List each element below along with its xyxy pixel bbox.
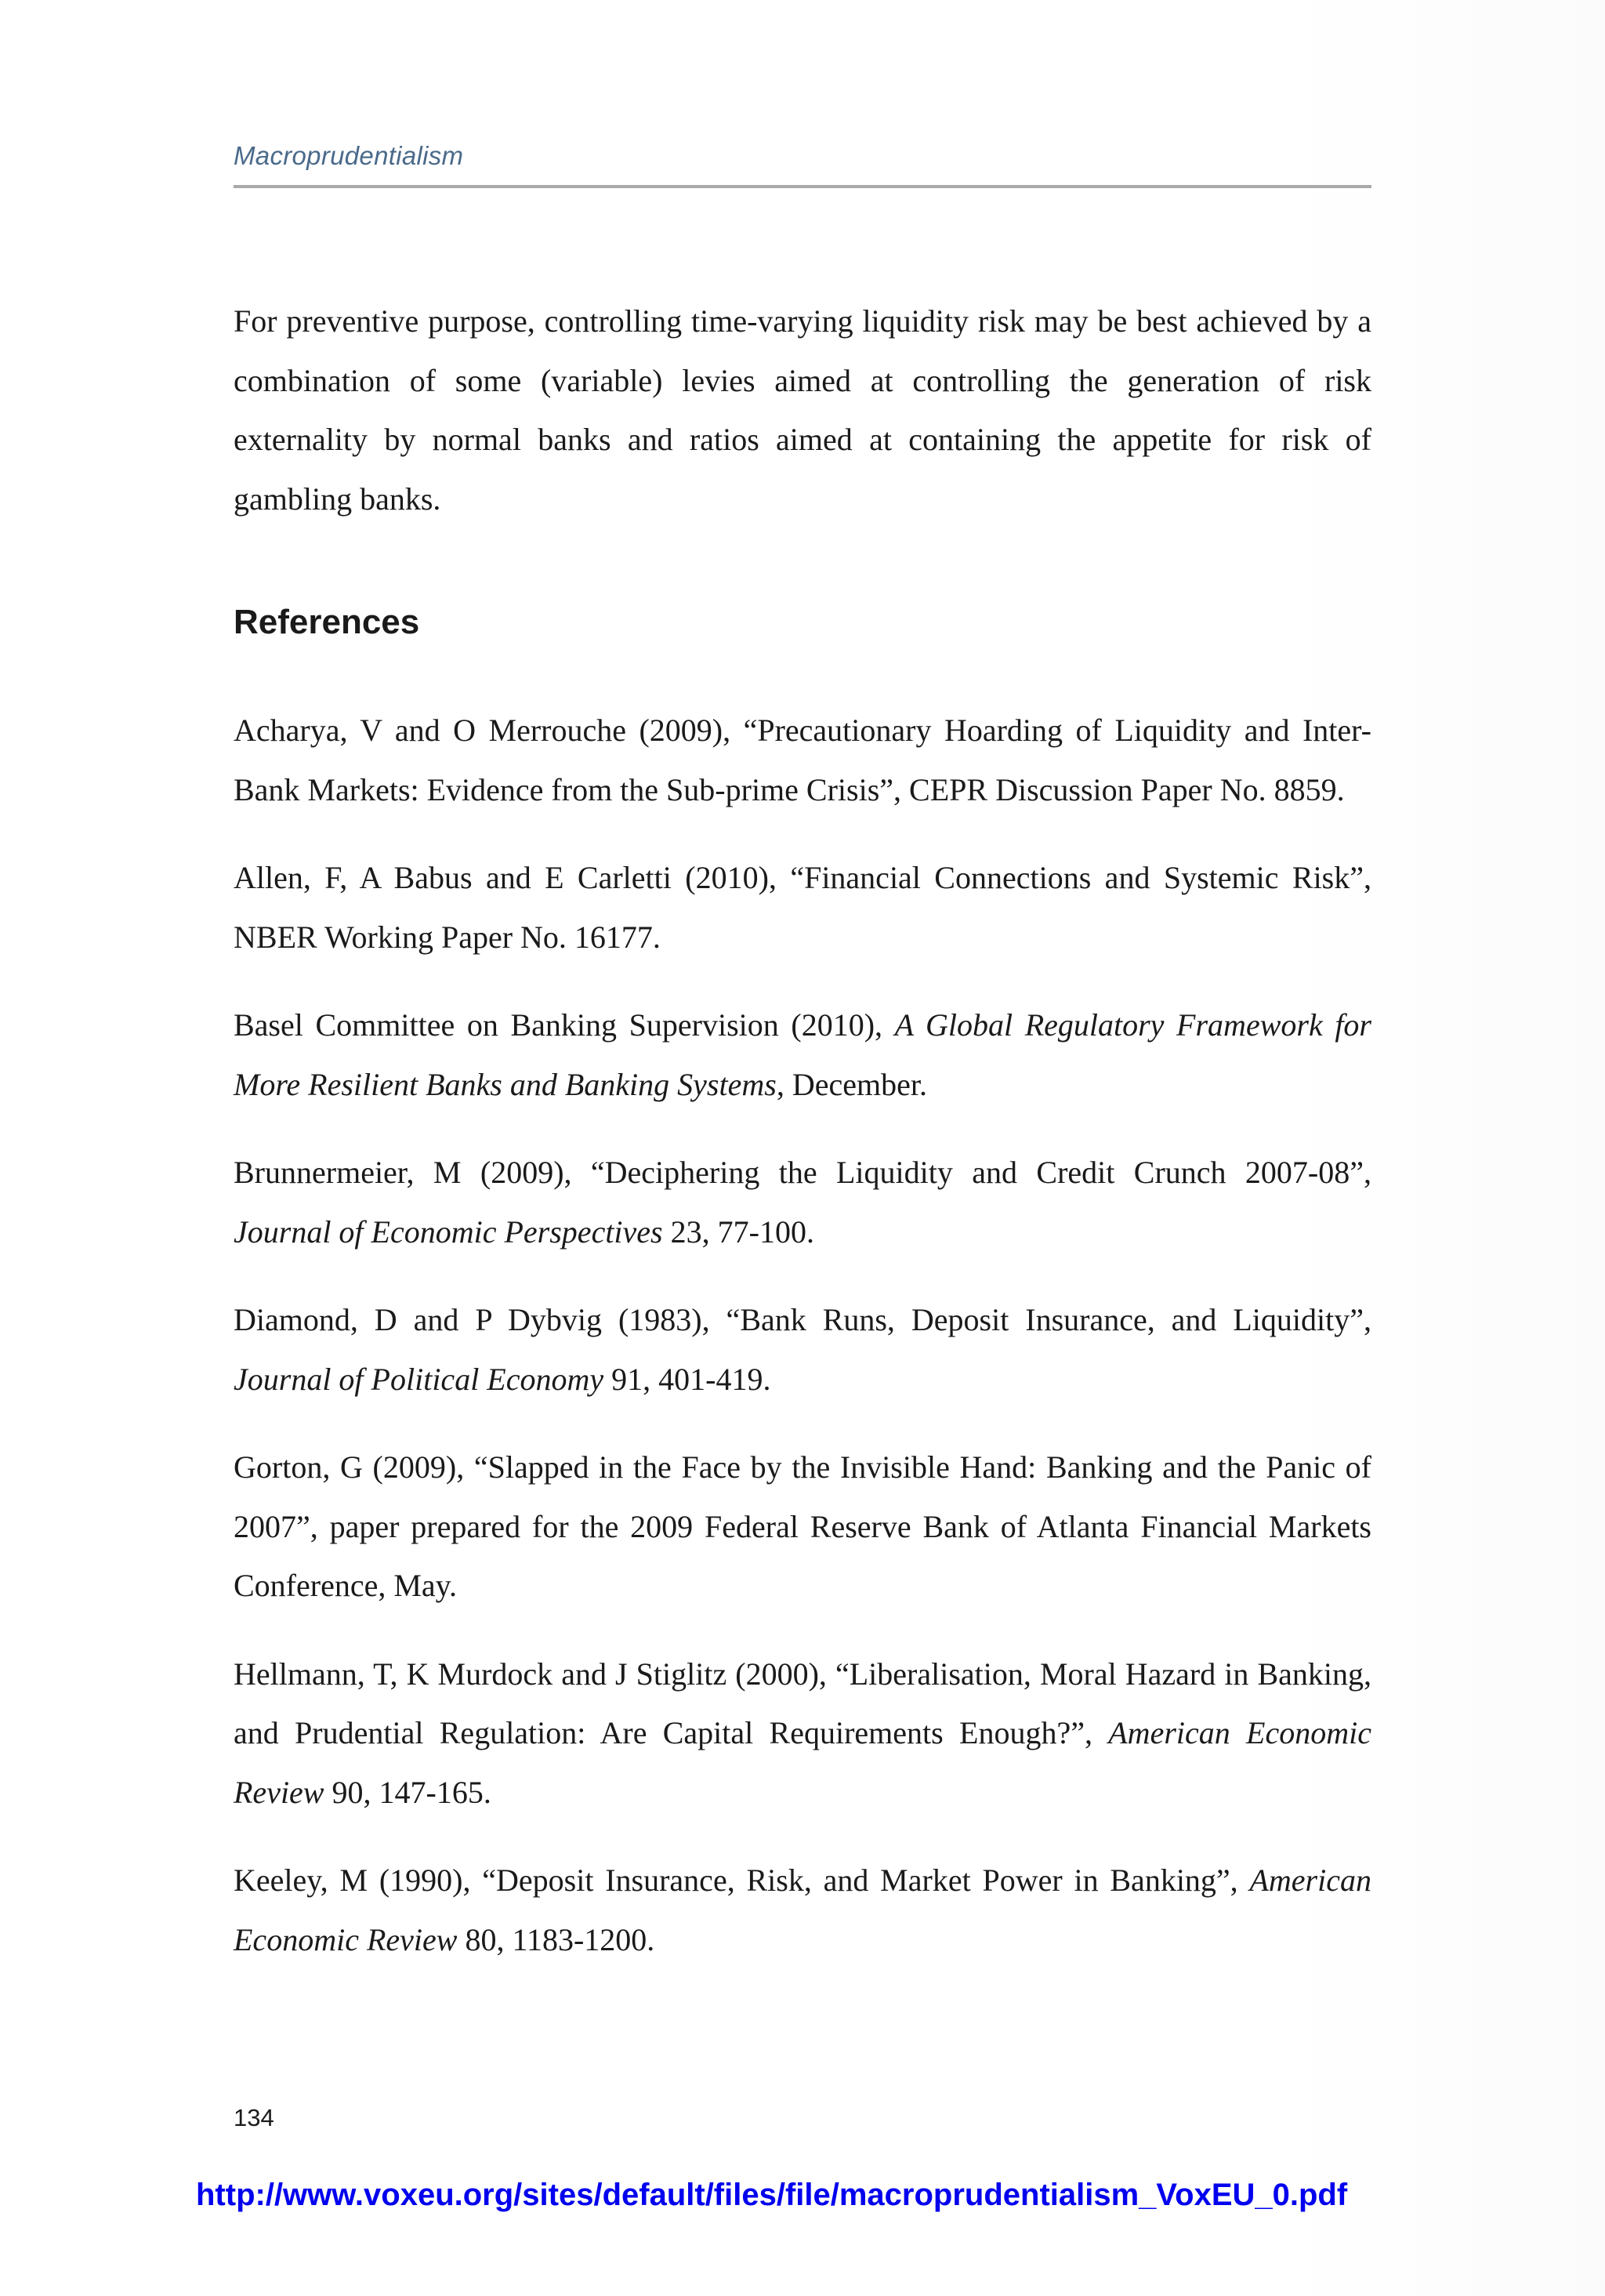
reference-item bbox=[234, 1645, 1371, 1823]
reference-text-tail: 80, 1183-1200. bbox=[457, 1921, 655, 1957]
reference-text: Allen, F, A Babus and E Carletti (2010), “Financial Connections and Systemic Risk”, NBER Working Paper No. 16177. bbox=[234, 860, 1371, 955]
reference-item bbox=[234, 1851, 1371, 1969]
reference-item bbox=[234, 701, 1371, 819]
reference-journal-italic: Journal of Economic Perspectives bbox=[234, 1213, 663, 1250]
reference-text: Gorton, G (2009), “Slapped in the Face by the Invisible Hand: Banking and the Panic of 2007”, paper prepared for the 2009 Federal Reserve Bank of Atlanta Financial Markets Conference, May. bbox=[234, 1449, 1371, 1603]
reference-journal-italic: Journal of Political Economy bbox=[234, 1361, 604, 1397]
reference-text: Basel Committee on Banking Supervision (2010), bbox=[234, 1007, 895, 1043]
reference-text: Hellmann, T, K Murdock and J Stiglitz (2000), “Liberalisation, Moral Hazard in Banking, and Prudential Regulation: Are Capital Requirements Enough?”, bbox=[234, 1656, 1371, 1750]
source-url-link[interactable]: http://www.voxeu.org/sites/default/files/file/macroprudentialism_VoxEU_0.pdf bbox=[196, 2178, 1348, 2212]
reference-title-italic: A Global Regulatory Framework for More Resilient Banks and Banking Systems bbox=[234, 1007, 1371, 1102]
reference-text-tail: , December. bbox=[776, 1066, 927, 1102]
intro-paragraph: For preventive purpose, controlling time-varying liquidity risk may be best achieved by a combination of some (variable) levies aimed at controlling the generation of risk externality by normal banks and ratios aimed at containing the appetite for risk of gambling banks. bbox=[234, 303, 1371, 517]
reference-text: Diamond, D and P Dybvig (1983), “Bank Runs, Deposit Insurance, and Liquidity”, bbox=[234, 1302, 1371, 1337]
reference-item bbox=[234, 848, 1371, 967]
reference-item bbox=[234, 1143, 1371, 1261]
references-heading: References bbox=[234, 603, 420, 641]
reference-text: Keeley, M (1990), “Deposit Insurance, Risk, and Market Power in Banking”, bbox=[234, 1863, 1250, 1898]
reference-journal-italic: American Economic Review bbox=[234, 1715, 1371, 1810]
reference-item bbox=[234, 996, 1371, 1114]
running-title: Macroprudentialism bbox=[234, 141, 464, 170]
reference-item bbox=[234, 1290, 1371, 1409]
page-content bbox=[234, 292, 1371, 1998]
reference-item bbox=[234, 1438, 1371, 1616]
reference-text: Acharya, V and O Merrouche (2009), “Precautionary Hoarding of Liquidity and Inter-Bank Markets: Evidence from the Sub-prime Crisis”, CEPR Discussion Paper No. 8859. bbox=[234, 713, 1371, 807]
page-number: 134 bbox=[234, 2104, 274, 2131]
reference-text-tail: 91, 401-419. bbox=[603, 1361, 771, 1397]
reference-list bbox=[234, 701, 1371, 1969]
reference-text-tail: 23, 77-100. bbox=[662, 1213, 814, 1250]
reference-journal-italic: American Economic Review bbox=[234, 1863, 1371, 1957]
header-rule bbox=[234, 185, 1371, 188]
reference-text: Brunnermeier, M (2009), “Deciphering the Liquidity and Credit Crunch 2007-08”, bbox=[234, 1155, 1371, 1190]
reference-text-tail: 90, 147-165. bbox=[324, 1774, 491, 1810]
